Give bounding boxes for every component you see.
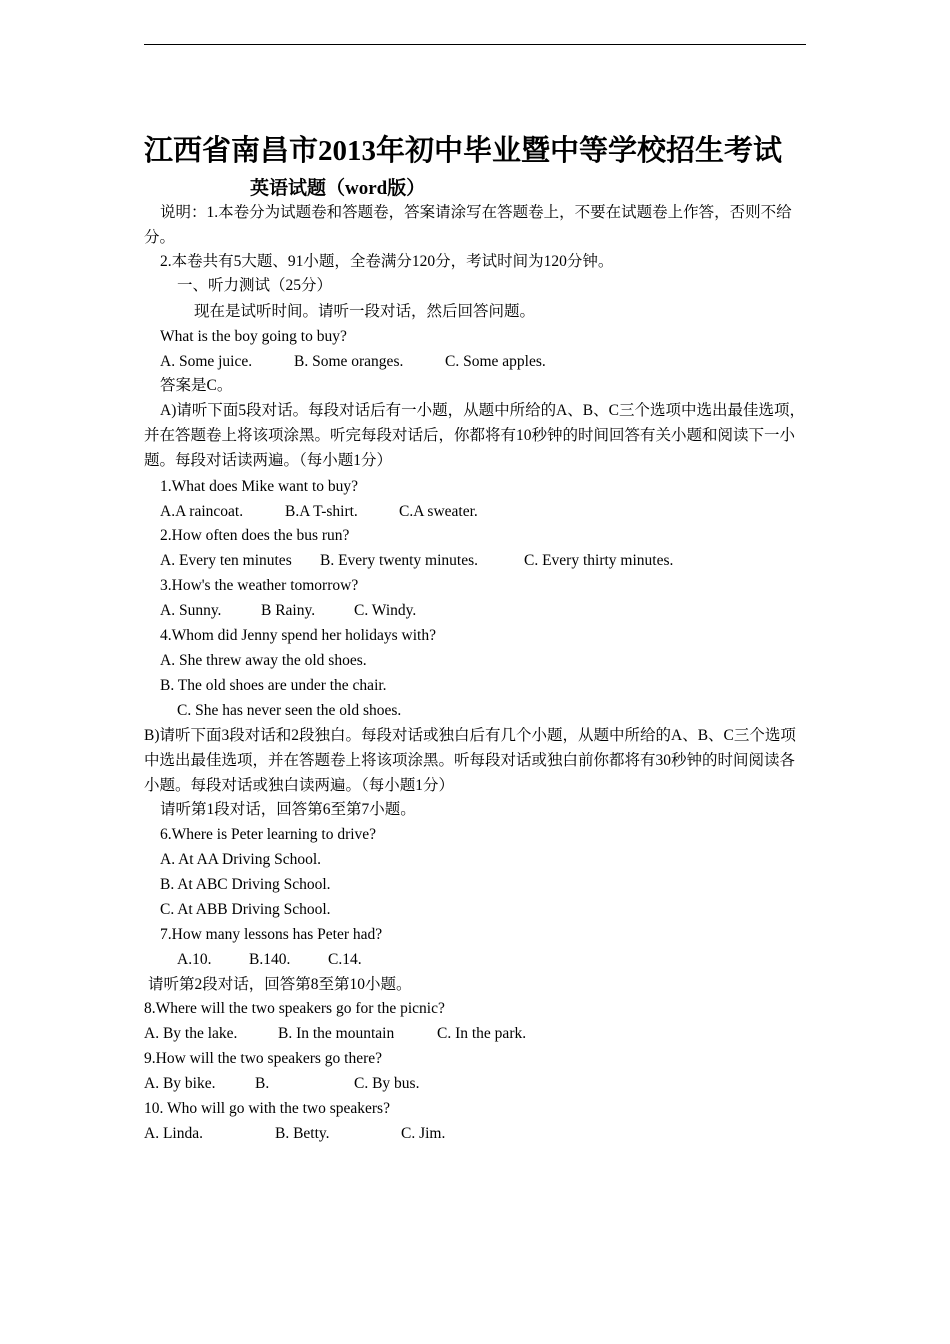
instruction-note-2: 2.本卷共有5大题、91小题，全卷满分120分，考试时间为120分钟。 (160, 253, 614, 270)
q10-option-a: A. Linda. (144, 1125, 203, 1142)
trial-option-b: B. Some oranges. (294, 353, 404, 370)
page-title: 江西省南昌市2013年初中毕业暨中等学校招生考试 (144, 135, 783, 167)
q1-option-a: A.A raincoat. (160, 503, 244, 520)
question-4: 4.Whom did Jenny spend her holidays with? (160, 627, 436, 644)
q7-option-b: B.140. (249, 951, 291, 968)
part1-heading: 一、听力测试（25分） (177, 277, 333, 294)
q4-option-c: C. She has never seen the old shoes. (177, 702, 402, 719)
question-7: 7.How many lessons has Peter had? (160, 926, 383, 943)
question-8: 8.Where will the two speakers go for the picnic? (144, 1000, 445, 1017)
q2-option-c: C. Every thirty minutes. (524, 552, 674, 569)
q1-option-c: C.A sweater. (399, 503, 478, 520)
trial-intro: 现在是试听时间。请听一段对话，然后回答问题。 (194, 303, 536, 320)
q3-option-c: C. Windy. (354, 602, 417, 619)
q9-option-a: A. By bike. (144, 1075, 216, 1092)
q7-option-c: C.14. (328, 951, 362, 968)
section-a-intro: A)请听下面5段对话。每段对话后有一小题，从题中所给的A、B、C三个选项中选出最佳选项，并在答题卷上将该项涂黑。听完每段对话后，你都将有10秒钟的时间回答有关小题和阅读下一小题。每段对话读两遍。（每小题1分） (144, 402, 805, 469)
q2-option-a: A. Every ten minutes (160, 552, 292, 569)
q3-option-a: A. Sunny. (160, 602, 222, 619)
q10-option-c: C. Jim. (401, 1125, 446, 1142)
question-9: 9.How will the two speakers go there? (144, 1050, 383, 1067)
q3-option-b: B Rainy. (261, 602, 316, 619)
q2-option-b: B. Every twenty minutes. (320, 552, 478, 569)
trial-option-a: A. Some juice. (160, 353, 253, 370)
q6-option-c: C. At ABB Driving School. (160, 901, 331, 918)
q7-option-a: A.10. (177, 951, 212, 968)
q10-option-b: B. Betty. (275, 1125, 330, 1142)
header-rule (144, 44, 806, 45)
q9-option-c: C. By bus. (354, 1075, 420, 1092)
question-10: 10. Who will go with the two speakers? (144, 1100, 390, 1117)
q4-option-a: A. She threw away the old shoes. (160, 652, 367, 669)
question-3: 3.How's the weather tomorrow? (160, 577, 359, 594)
question-1: 1.What does Mike want to buy? (160, 478, 359, 495)
question-6: 6.Where is Peter learning to drive? (160, 826, 377, 843)
q8-option-a: A. By the lake. (144, 1025, 238, 1042)
q1-option-b: B.A T-shirt. (285, 503, 358, 520)
q8-option-b: B. In the mountain (278, 1025, 395, 1042)
q8-option-c: C. In the park. (437, 1025, 527, 1042)
trial-question: What is the boy going to buy? (160, 328, 347, 345)
q6-option-a: A. At AA Driving School. (160, 851, 322, 868)
q9-option-b: B. (255, 1075, 270, 1092)
instruction-note-1: 说明：1.本卷分为试题卷和答题卷，答案请涂写在答题卷上，不要在试题卷上作答，否则不给分。 (144, 204, 792, 246)
q4-option-b: B. The old shoes are under the chair. (160, 677, 387, 694)
q6-option-b: B. At ABC Driving School. (160, 876, 331, 893)
question-2: 2.How often does the bus run? (160, 527, 350, 544)
dialogue-1-intro: 请听第1段对话，回答第6至第7小题。 (160, 801, 416, 818)
dialogue-2-intro: 请听第2段对话，回答第8至第10小题。 (148, 976, 412, 993)
trial-option-c: C. Some apples. (445, 353, 546, 370)
section-b-intro: B)请听下面3段对话和2段独白。每段对话或独白后有几个小题，从题中所给的A、B、C三个选项中选出最佳选项，并在答题卷上将该项涂黑。听每段对话或独白前你都将有30秒钟的时间阅读各小题。每段对话或独白读两遍。（每小题1分） (144, 727, 796, 794)
trial-answer: 答案是C。 (160, 377, 233, 394)
page-subtitle: 英语试题（word版） (250, 178, 426, 199)
